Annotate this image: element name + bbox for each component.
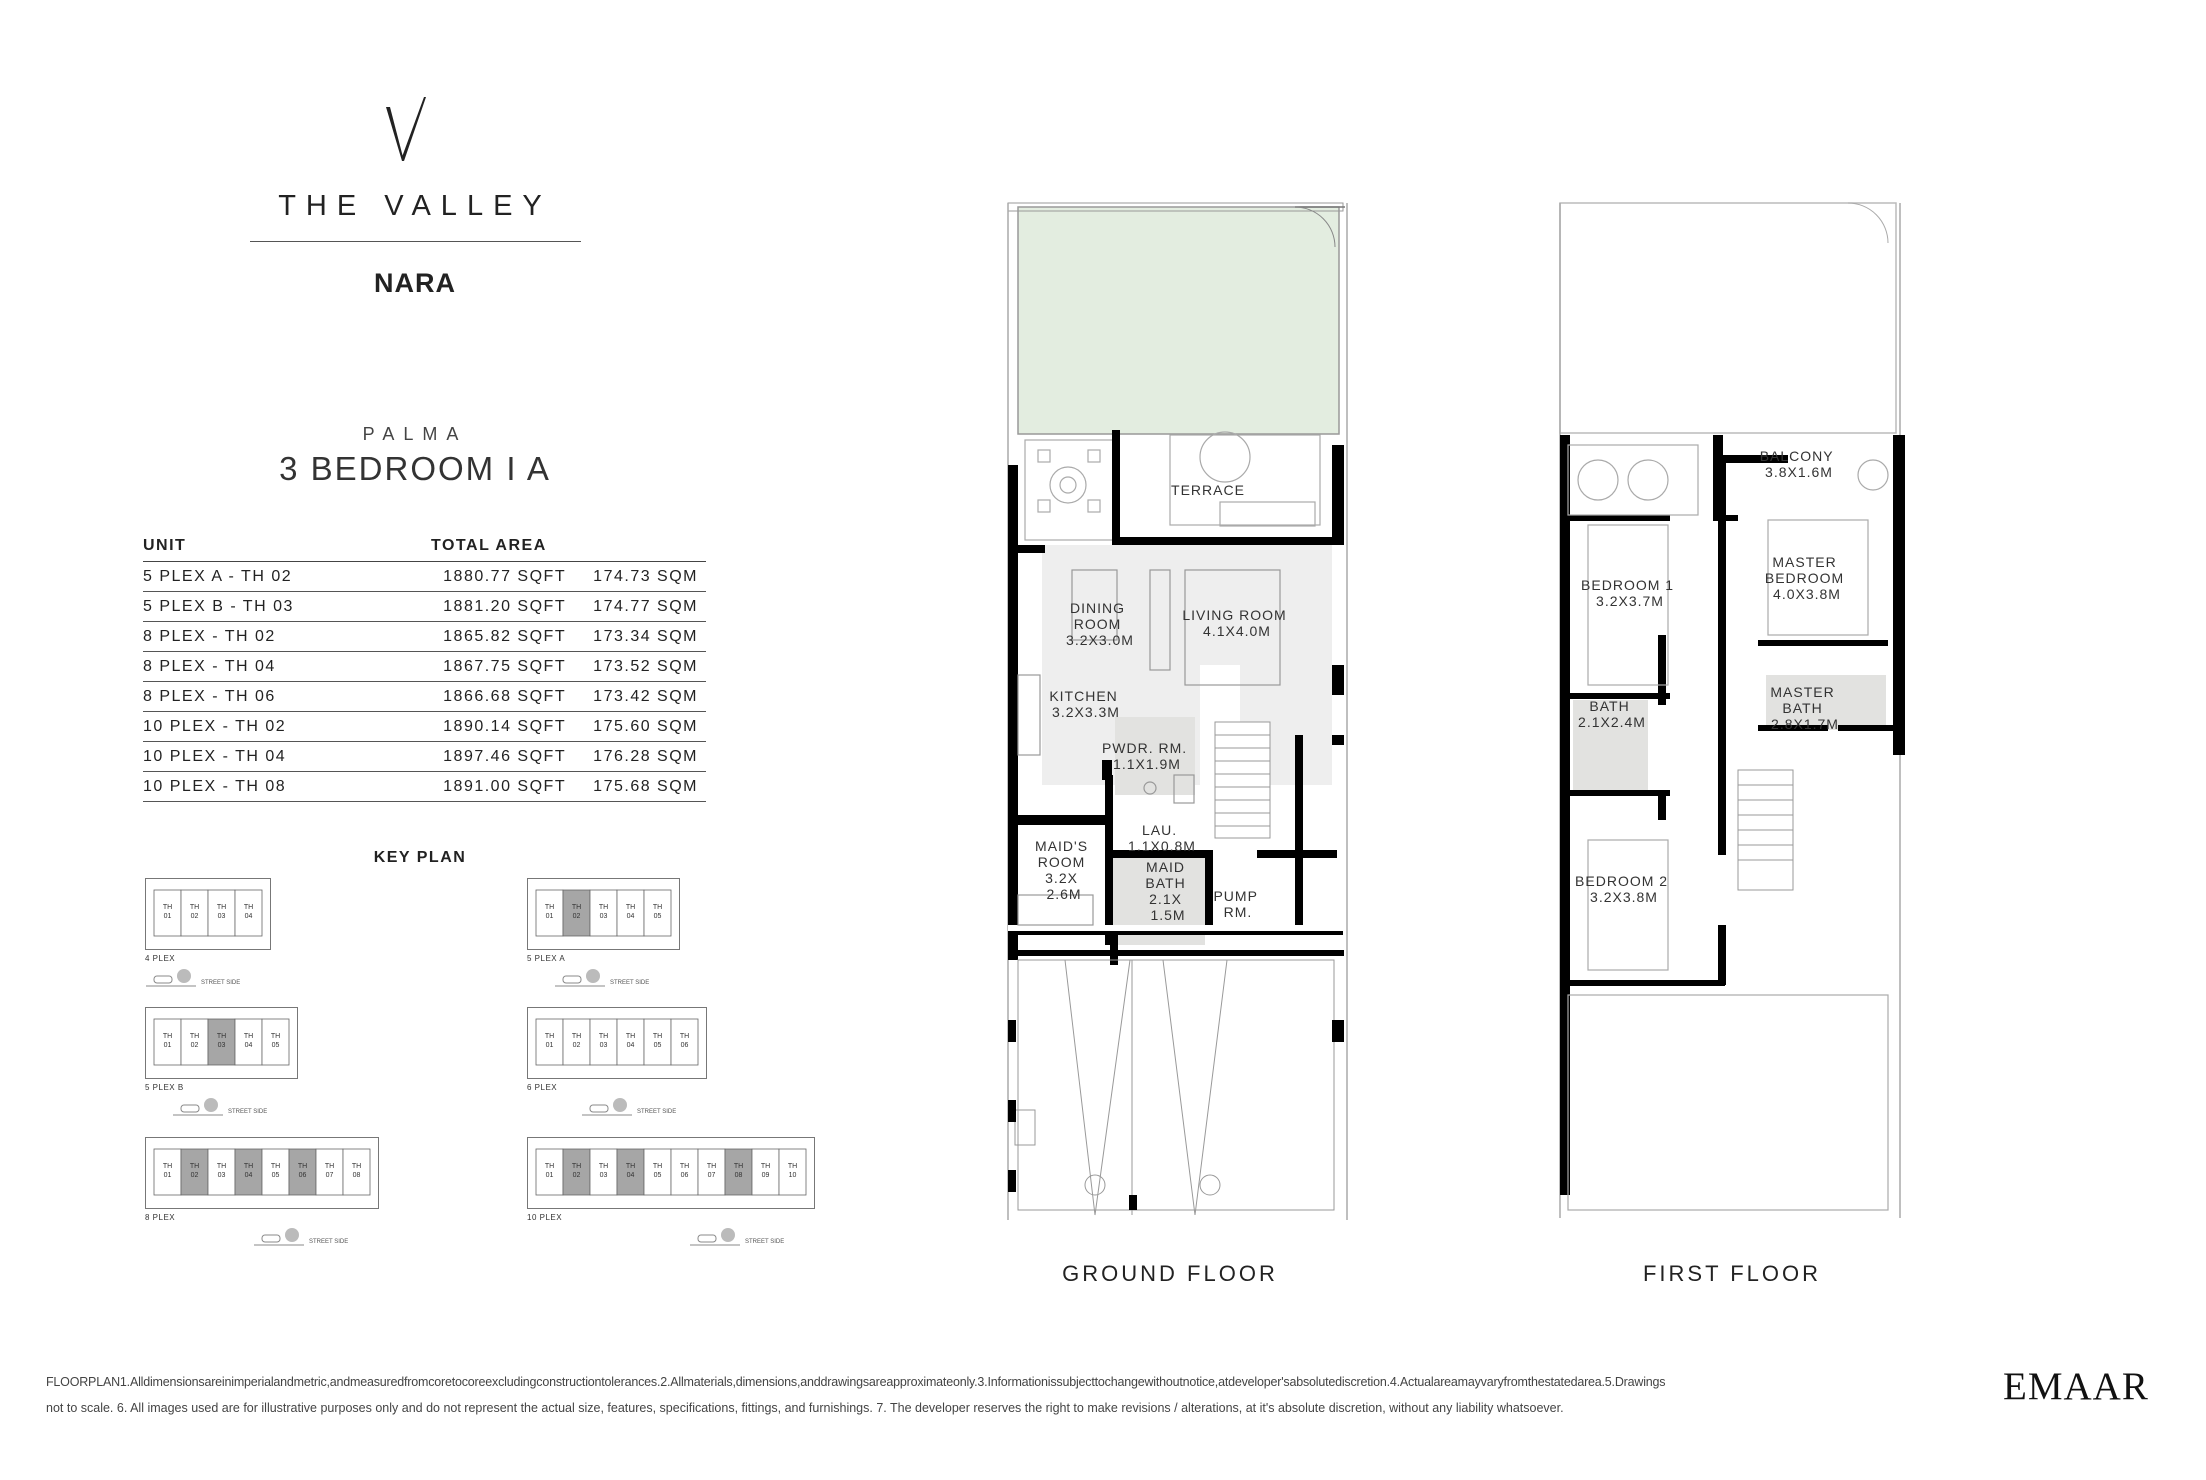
car-tree-icon <box>582 1095 632 1117</box>
master-bedroom-label: MASTER BEDROOM 4.0X3.8M <box>1764 554 1845 602</box>
the-valley-logo-icon <box>380 95 440 167</box>
key-plan-unit-number: 06 <box>680 1042 689 1049</box>
maid-bath-label: MAID BATH 2.1X 1.5M <box>1145 859 1186 923</box>
sqm-cell: 174.73 SQM <box>574 562 706 592</box>
key-plan-unit-label: TH <box>216 1033 227 1040</box>
key-plan-unit-number: 06 <box>680 1172 689 1179</box>
key-plan-label: 5 PLEX A <box>527 954 566 963</box>
disclaimer-line-2: not to scale. 6. All images used are for illustrative purposes only and do not represent the actual size, features, specifications, fittings, and furnishings. 7. The developer reserves the right to make revisions / alterations, at it's absolute discretion, without any liability whatsoever. <box>46 1401 1564 1415</box>
key-plan-unit-label: TH <box>544 1033 555 1040</box>
bedroom-2-label: BEDROOM 2 3.2X3.8M <box>1575 873 1669 905</box>
key-plan-unit-label: TH <box>270 1163 281 1170</box>
key-plan-unit-number: 02 <box>190 1042 199 1049</box>
key-plan-unit-number: 04 <box>626 1172 635 1179</box>
key-plan-unit-label: TH <box>625 1033 636 1040</box>
car-tree-icon <box>254 1225 304 1247</box>
disclaimer <box>46 1369 1936 1421</box>
living-room-label: LIVING ROOM 4.1X4.0M <box>1182 607 1287 639</box>
bedroom-1-label: BEDROOM 1 3.2X3.7M <box>1581 577 1675 609</box>
sqft-cell: 1897.46 SQFT <box>421 742 574 772</box>
key-plan-unit-label: TH <box>243 1163 254 1170</box>
sqft-cell: 1865.82 SQFT <box>421 622 574 652</box>
key-plan-unit-label: TH <box>243 904 254 911</box>
key-plan-unit-number: 09 <box>761 1172 770 1179</box>
sqm-cell: 174.77 SQM <box>574 592 706 622</box>
key-plan-label: 8 PLEX <box>145 1213 176 1222</box>
kitchen-label: KITCHEN 3.2X3.3M <box>1049 688 1120 720</box>
area-table-row <box>143 592 706 622</box>
key-plan-unit-label: TH <box>351 1163 362 1170</box>
key-plan-unit-number: 05 <box>271 1172 280 1179</box>
street-side-label: STREET SIDE <box>745 1239 785 1245</box>
sqm-cell: 173.52 SQM <box>574 652 706 682</box>
area-table <box>143 533 706 802</box>
key-plan-unit-label: TH <box>544 904 555 911</box>
sqm-cell: 173.34 SQM <box>574 622 706 652</box>
key-plan-unit-label: TH <box>706 1163 717 1170</box>
ground-floor-label: GROUND FLOOR <box>1062 1261 1278 1286</box>
area-table-row <box>143 622 706 652</box>
laundry-label: LAU. 1.1X0.8M <box>1128 822 1196 854</box>
key-plan-unit-number: 05 <box>653 1042 662 1049</box>
first-floor-plan <box>1548 195 1918 1225</box>
street-side-label: STREET SIDE <box>201 980 241 986</box>
unit-cell: 8 PLEX - TH 06 <box>143 682 421 712</box>
area-table-row <box>143 682 706 712</box>
key-plan-unit-number: 05 <box>271 1042 280 1049</box>
unit-cell: 10 PLEX - TH 02 <box>143 712 421 742</box>
first-floor-walls <box>1560 435 1905 1195</box>
unit-cell: 5 PLEX B - TH 03 <box>143 592 421 622</box>
area-table-row <box>143 742 706 772</box>
key-plan-unit-number: 05 <box>653 1172 662 1179</box>
key-plan-label: 5 PLEX B <box>145 1083 184 1092</box>
key-plan-unit-label: TH <box>571 1163 582 1170</box>
key-plan-unit-label: TH <box>162 904 173 911</box>
key-plan-unit-number: 10 <box>788 1172 797 1179</box>
key-plan-unit-number: 07 <box>325 1172 334 1179</box>
unit-column-header: UNIT <box>143 533 421 562</box>
key-plan-unit-number: 03 <box>599 913 608 920</box>
key-plan-unit-number: 01 <box>545 1172 554 1179</box>
key-plan-unit-label: TH <box>679 1033 690 1040</box>
street-side-label: STREET SIDE <box>610 980 650 986</box>
unit-cell: 8 PLEX - TH 04 <box>143 652 421 682</box>
key-plan-unit-number: 07 <box>707 1172 716 1179</box>
key-plan-unit-number: 08 <box>734 1172 743 1179</box>
key-plan-unit-number: 06 <box>298 1172 307 1179</box>
pump-room-label: PUMP RM. <box>1213 888 1258 920</box>
key-plan-unit-label: TH <box>598 1163 609 1170</box>
unit-cell: 10 PLEX - TH 08 <box>143 772 421 802</box>
key-plan-2 <box>527 878 680 986</box>
key-plan-unit-label: TH <box>162 1163 173 1170</box>
brand-name: THE VALLEY <box>278 190 552 222</box>
key-plan-6 <box>527 1137 815 1245</box>
key-plan-unit-number: 03 <box>217 1172 226 1179</box>
key-plan-unit-number: 04 <box>244 1042 253 1049</box>
community-name: NARA <box>374 268 456 298</box>
developer-logo: EMAAR <box>2003 1365 2149 1408</box>
collection-name: PALMA <box>362 424 468 444</box>
key-plan-unit-label: TH <box>787 1163 798 1170</box>
area-table-row <box>143 772 706 802</box>
garden-area <box>1018 207 1339 434</box>
area-table-row <box>143 712 706 742</box>
sqft-cell: 1891.00 SQFT <box>421 772 574 802</box>
powder-room-label: PWDR. RM. 1.1X1.9M <box>1101 740 1188 772</box>
key-plan-unit-label: TH <box>625 904 636 911</box>
sqft-cell: 1880.77 SQFT <box>421 562 574 592</box>
key-plan-unit-label: TH <box>216 1163 227 1170</box>
key-plan-label: 4 PLEX <box>145 954 176 963</box>
key-plan-unit-number: 04 <box>626 913 635 920</box>
unit-cell: 10 PLEX - TH 04 <box>143 742 421 772</box>
car-tree-icon <box>146 966 196 988</box>
sqm-cell: 175.68 SQM <box>574 772 706 802</box>
carport <box>1015 960 1334 1215</box>
key-plan-unit-number: 03 <box>599 1042 608 1049</box>
sqm-cell: 175.60 SQM <box>574 712 706 742</box>
key-plan-unit-label: TH <box>189 1033 200 1040</box>
brand-divider <box>250 241 581 242</box>
key-plan-unit-number: 01 <box>163 913 172 920</box>
key-plan-unit-label: TH <box>598 904 609 911</box>
key-plan-unit-number: 02 <box>190 913 199 920</box>
sqft-cell: 1881.20 SQFT <box>421 592 574 622</box>
unit-cell: 8 PLEX - TH 02 <box>143 622 421 652</box>
sqft-cell: 1866.68 SQFT <box>421 682 574 712</box>
key-plan-unit-number: 05 <box>653 913 662 920</box>
key-plan-unit-number: 03 <box>599 1172 608 1179</box>
key-plan-title: KEY PLAN <box>373 849 467 866</box>
key-plan-unit-number: 01 <box>163 1042 172 1049</box>
key-plan-unit-label: TH <box>324 1163 335 1170</box>
disclaimer-line-1: FLOORPLAN1.Alldimensionsareinimperialandmetric,andmeasuredfromcoretocoreexcludingconstructiontolerances.2.Allmaterials,dimensions,anddrawingsareapproximateonly.3.Informationissubjecttochangewithoutnotice,atdeveloper'sabsolutediscretion.4.Actualareamayvaryfromthestatedarea.5.Drawings <box>46 1375 1666 1389</box>
key-plan-unit-label: TH <box>162 1033 173 1040</box>
street-side-label: STREET SIDE <box>309 1239 349 1245</box>
key-plan-unit-label: TH <box>297 1163 308 1170</box>
unit-cell: 5 PLEX A - TH 02 <box>143 562 421 592</box>
area-table-header <box>143 533 706 562</box>
key-plan-unit-label: TH <box>216 904 227 911</box>
key-plan-unit-number: 02 <box>572 913 581 920</box>
key-plan-unit-label: TH <box>189 904 200 911</box>
car-tree-icon <box>173 1095 223 1117</box>
sqft-cell: 1890.14 SQFT <box>421 712 574 742</box>
ground-floor-plan <box>995 195 1365 1225</box>
balcony-label: BALCONY 3.8X1.6M <box>1759 448 1834 480</box>
key-plan-unit-number: 04 <box>244 913 253 920</box>
bath-label: BATH 2.1X2.4M <box>1578 698 1646 730</box>
key-plan-unit-label: TH <box>625 1163 636 1170</box>
first-floor-label: FIRST FLOOR <box>1642 1261 1822 1286</box>
key-plan-unit-label: TH <box>652 1033 663 1040</box>
key-plan-unit-label: TH <box>571 1033 582 1040</box>
car-tree-icon <box>690 1225 740 1247</box>
key-plan-unit-label: TH <box>189 1163 200 1170</box>
key-plan-unit-label: TH <box>652 904 663 911</box>
key-plan-unit-number: 04 <box>626 1042 635 1049</box>
key-plan-unit-number: 03 <box>217 1042 226 1049</box>
key-plan-unit-label: TH <box>544 1163 555 1170</box>
key-plan-unit-label: TH <box>270 1033 281 1040</box>
key-plan-3 <box>145 1007 298 1115</box>
key-plan-1 <box>145 878 271 986</box>
key-plan-unit-number: 04 <box>244 1172 253 1179</box>
key-plan-label: 10 PLEX <box>527 1213 563 1222</box>
key-plan-unit-number: 08 <box>352 1172 361 1179</box>
key-plan-label: 6 PLEX <box>527 1083 558 1092</box>
car-tree-icon <box>555 966 605 988</box>
key-plan-unit-label: TH <box>733 1163 744 1170</box>
key-plan-unit-number: 02 <box>572 1172 581 1179</box>
key-plan-unit-label: TH <box>598 1033 609 1040</box>
key-plan-unit-number: 01 <box>545 1042 554 1049</box>
unit-type-title: 3 BEDROOM I A <box>279 450 551 487</box>
key-plan-unit-label: TH <box>679 1163 690 1170</box>
sqft-cell: 1867.75 SQFT <box>421 652 574 682</box>
street-side-label: STREET SIDE <box>637 1109 677 1115</box>
key-plan-unit-number: 01 <box>545 913 554 920</box>
street-side-label: STREET SIDE <box>228 1109 268 1115</box>
key-plan-5 <box>145 1137 379 1245</box>
area-table-row <box>143 562 706 592</box>
key-plan-unit-label: TH <box>760 1163 771 1170</box>
maids-room-label: MAID'S ROOM 3.2X 2.6M <box>1035 838 1089 902</box>
key-plan-unit-label: TH <box>652 1163 663 1170</box>
total-area-column-header: TOTAL AREA <box>421 533 706 562</box>
sqm-cell: 176.28 SQM <box>574 742 706 772</box>
area-table-row <box>143 652 706 682</box>
key-plan-unit-number: 01 <box>163 1172 172 1179</box>
key-plan-4 <box>527 1007 707 1115</box>
key-plan-unit-number: 02 <box>190 1172 199 1179</box>
sqm-cell: 173.42 SQM <box>574 682 706 712</box>
key-plan-unit-label: TH <box>571 904 582 911</box>
terrace-label: TERRACE <box>1171 482 1245 498</box>
dining-room-label: DINING ROOM 3.2X3.0M <box>1066 600 1134 648</box>
key-plan-unit-label: TH <box>243 1033 254 1040</box>
key-plan-unit-number: 02 <box>572 1042 581 1049</box>
key-plan-unit-number: 03 <box>217 913 226 920</box>
master-bath-label: MASTER BATH 2.8X1.7M <box>1770 684 1839 732</box>
